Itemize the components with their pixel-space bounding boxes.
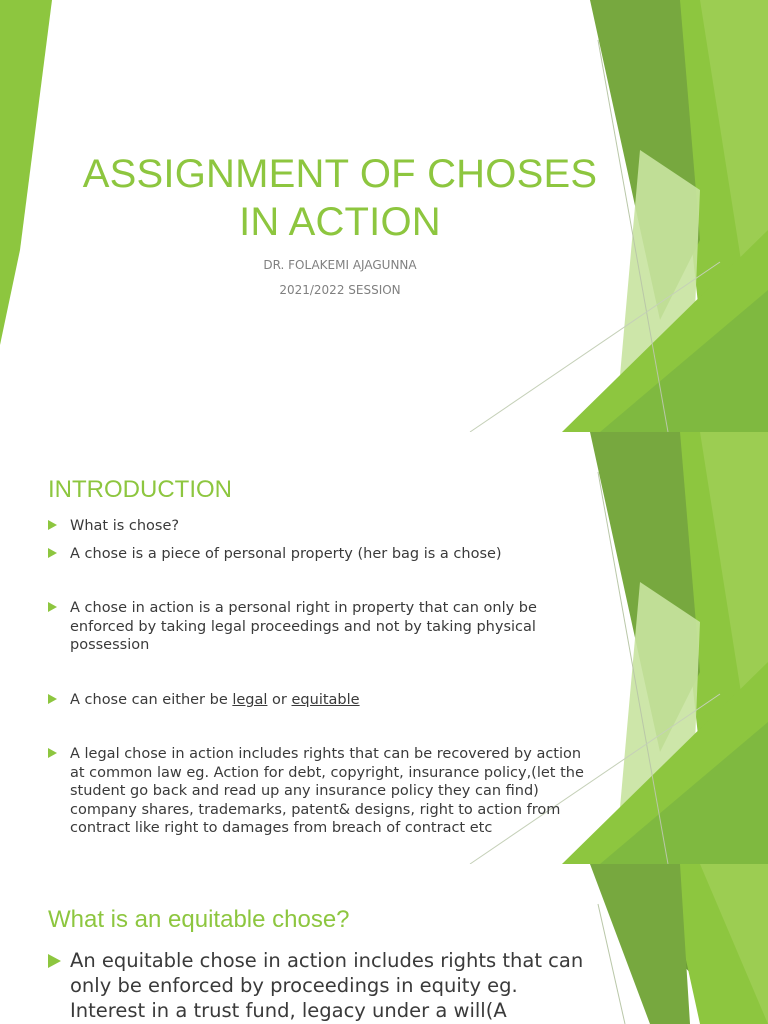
term-legal: legal: [232, 692, 268, 708]
title-line-2: IN ACTION: [239, 200, 441, 244]
bullet-item: [48, 517, 588, 536]
bullet-text: A chose in action is a personal right in property that can only be enforced by taking legal proceedings and not by taking physical possession: [70, 600, 537, 653]
bullet-text: [70, 691, 588, 710]
bullet-text-joiner: or: [267, 692, 292, 708]
section-heading-equitable-chose: What is an equitable chose?: [48, 906, 350, 933]
bullet-item: [48, 691, 588, 710]
bullet-arrow-icon: [48, 748, 57, 758]
section-heading-introduction: INTRODUCTION: [48, 476, 232, 503]
title-slide: [0, 0, 768, 432]
bullet-item: [48, 948, 588, 1023]
bullet-arrow-icon: [48, 602, 57, 612]
page-title: [80, 150, 600, 246]
bullet-text: A legal chose in action includes rights that can be recovered by action at common law eg. Action for debt, copyright, insurance policy,(let the student go back and read up any insurance policy they can find) company shares, trademarks, patent& designs, right to action from contract like right to damages from breach of contract etc: [70, 746, 584, 836]
session-label: 2021/2022 SESSION: [279, 283, 401, 297]
term-equitable: equitable: [291, 692, 360, 708]
bullet-text: An equitable chose in action includes rights that can only be enforced by proceedings in equity eg. Interest in a trust fund, legacy under a will(A: [70, 949, 584, 1022]
title-line-1: ASSIGNMENT OF CHOSES: [82, 152, 598, 196]
bullet-item: [48, 599, 588, 655]
bullet-item: [48, 745, 588, 838]
bullet-text-prefix: A chose can either be: [70, 692, 233, 708]
bullet-arrow-icon: [48, 548, 57, 558]
author-name: DR. FOLAKEMI AJAGUNNA: [263, 258, 417, 272]
bullet-item: [48, 545, 588, 564]
bullet-text: What is chose?: [70, 518, 180, 534]
bullet-arrow-icon: [48, 694, 57, 704]
bullet-text: A chose is a piece of personal property (her bag is a chose): [70, 546, 502, 562]
bullet-arrow-icon: [48, 954, 61, 968]
bullet-arrow-icon: [48, 520, 57, 530]
